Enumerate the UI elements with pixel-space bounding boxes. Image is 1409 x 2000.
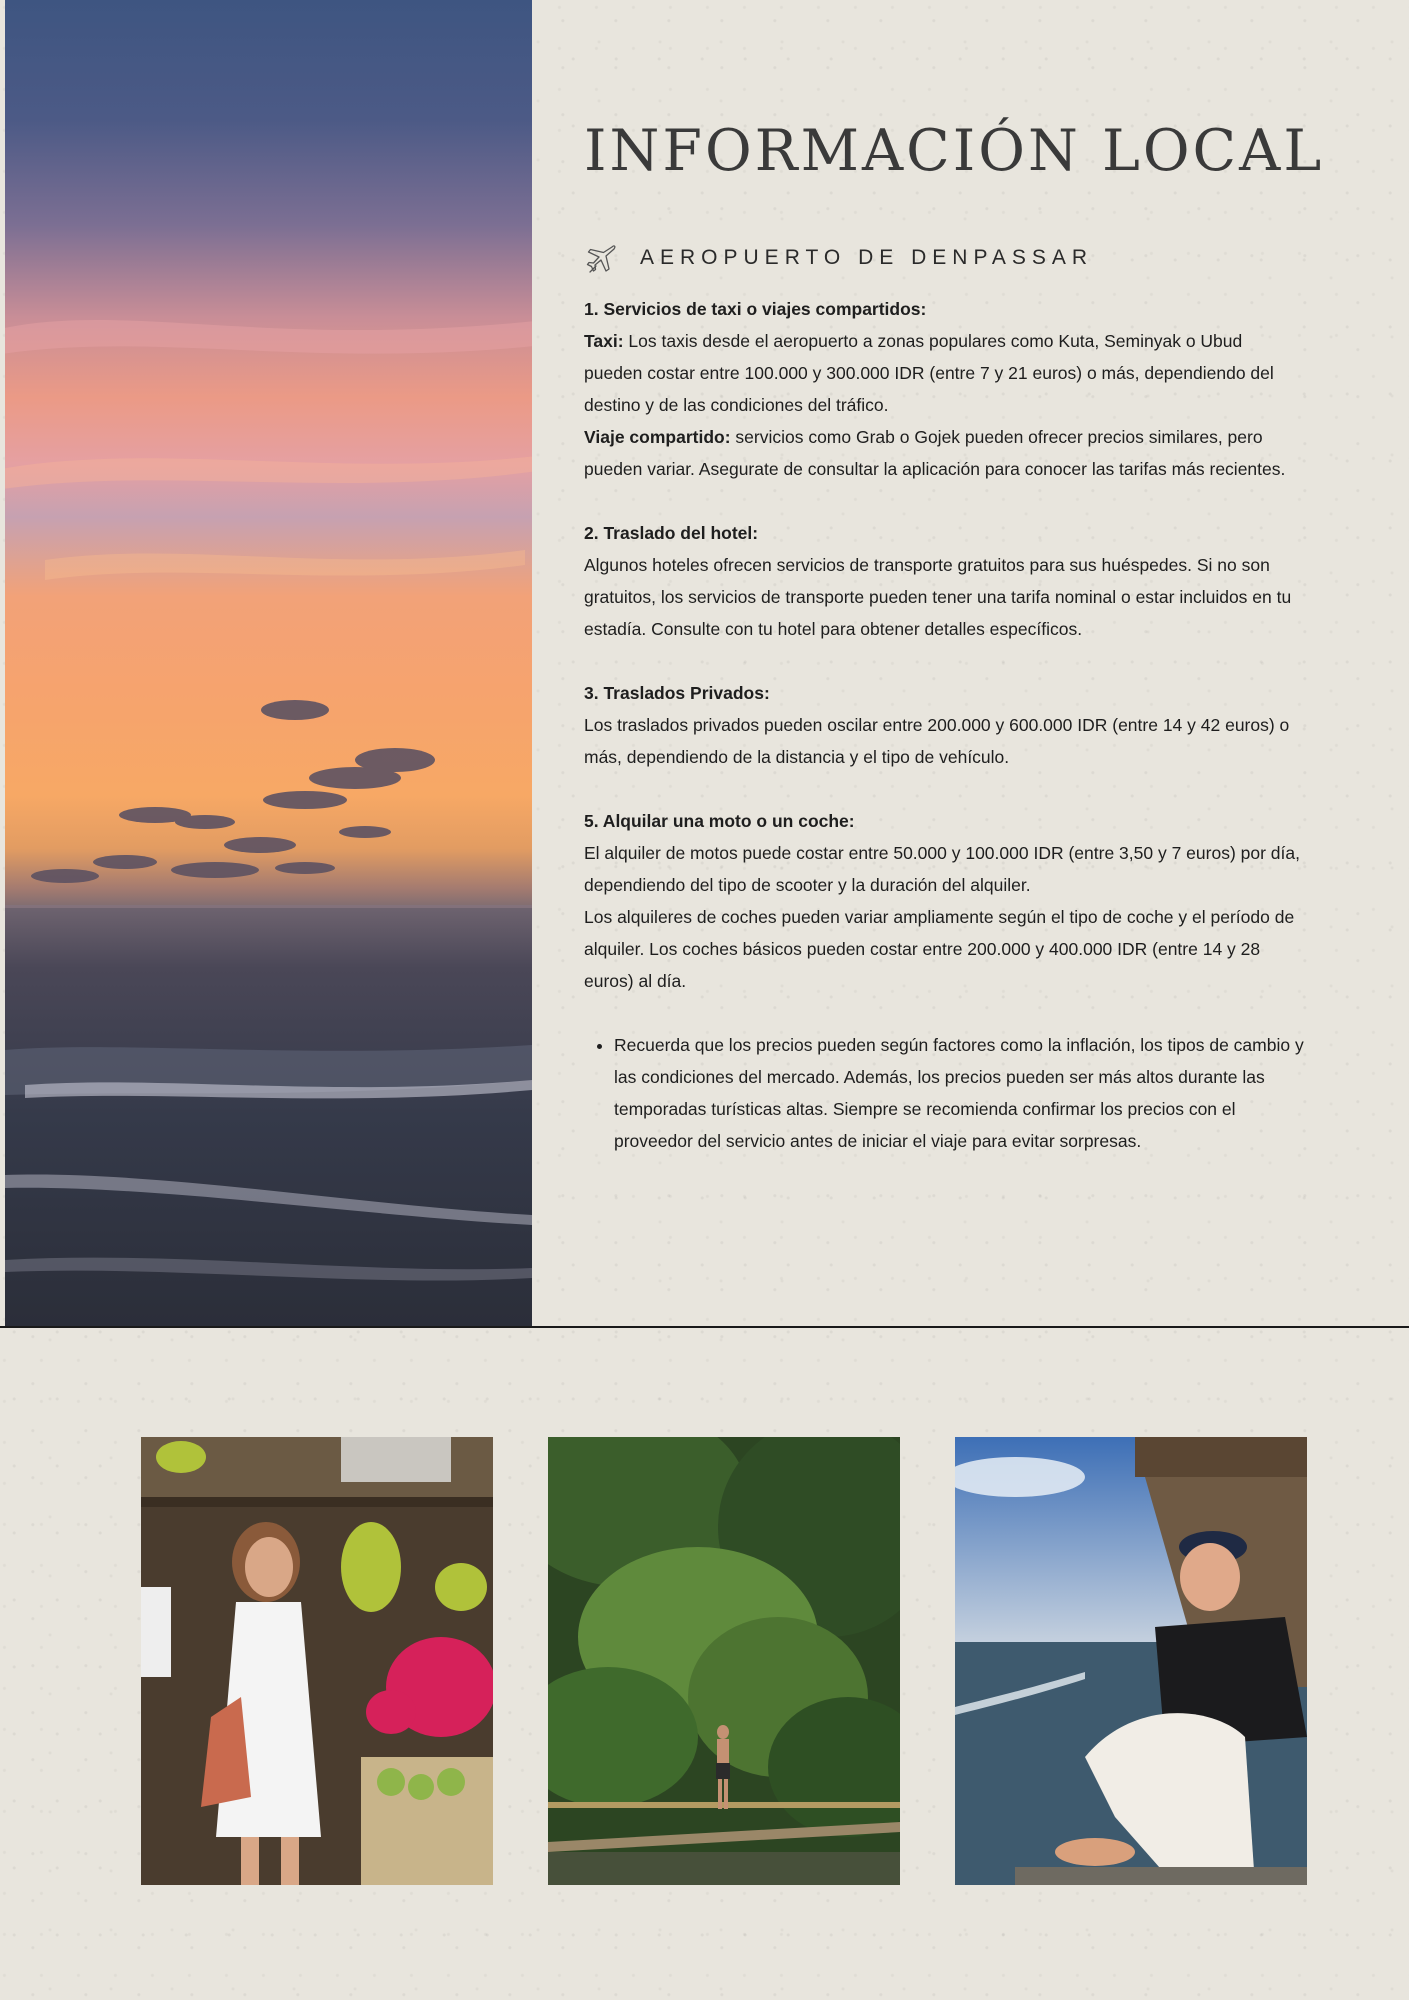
block-paragraph: El alquiler de motos puede costar entre 50.000 y 100.000 IDR (entre 3,50 y 7 euros) por día, dependiendo del tipo de scooter y la duración del alquiler. — [584, 843, 1300, 895]
block-rental — [584, 805, 1304, 997]
sunset-sea-photo — [5, 0, 532, 1326]
note-item: • Recuerda que los precios pueden según factores como la inflación, los tipos de cambio y las condiciones del mercado. Además, los precios pueden ser más altos durante las temporadas turísticas altas. Siempre se recomienda confirmar los precios con el proveedor del servicio antes de iniciar el viaje para evitar sorpresas. — [614, 1029, 1304, 1157]
photo-seaside-man — [955, 1437, 1307, 1885]
block-heading: 3. Traslados Privados: — [584, 683, 770, 703]
rideshare-text: servicios como Grab o Gojek pueden ofrecer precios similares, pero pueden variar. Asegurate de consultar la aplicación para conocer las tarifas más recientes. — [584, 427, 1286, 479]
block-paragraph: Algunos hoteles ofrecen servicios de transporte gratuitos para sus huéspedes. Si no son gratuitos, los servicios de transporte pueden tener una tarifa nominal o estar incluidos en tu estadía. Consulte con tu hotel para obtener detalles específicos. — [584, 555, 1292, 639]
section-divider — [0, 1326, 1409, 1328]
page-title: INFORMACIÓN LOCAL — [584, 118, 1325, 184]
photo-market — [141, 1437, 493, 1885]
sunset-illustration — [5, 0, 532, 1326]
rideshare-label: Viaje compartido: — [584, 427, 731, 447]
block-taxi — [584, 293, 1304, 485]
body-text — [584, 293, 1304, 1157]
block-heading: 1. Servicios de taxi o viajes compartidos: — [584, 299, 927, 319]
block-paragraph: Los alquileres de coches pueden variar ampliamente según el tipo de coche y el período de alquiler. Los coches básicos pueden costar entre 200.000 y 400.000 IDR (entre 14 y 28 euros) al día. — [584, 907, 1295, 991]
section-header — [584, 240, 1093, 276]
taxi-text: Los taxis desde el aeropuerto a zonas populares como Kuta, Seminyak o Ubud pueden costar entre 100.000 y 300.000 IDR (entre 7 y 21 euros) o más, dependiendo del destino y de las condiciones del tráfico. — [584, 331, 1274, 415]
block-heading: 2. Traslado del hotel: — [584, 523, 759, 543]
block-paragraph: Los traslados privados pueden oscilar entre 200.000 y 600.000 IDR (entre 14 y 42 euros) o más, dependiendo de la distancia y el tipo de vehículo. — [584, 715, 1290, 767]
block-heading: 5. Alquilar una moto o un coche: — [584, 811, 855, 831]
note-list — [584, 1029, 1304, 1157]
block-hotel-transfer — [584, 517, 1304, 645]
taxi-label: Taxi: — [584, 331, 624, 351]
block-private-transfer — [584, 677, 1304, 773]
section-title: AEROPUERTO DE DENPASSAR — [640, 246, 1094, 269]
photo-jungle — [548, 1437, 900, 1885]
airplane-icon — [584, 240, 620, 276]
